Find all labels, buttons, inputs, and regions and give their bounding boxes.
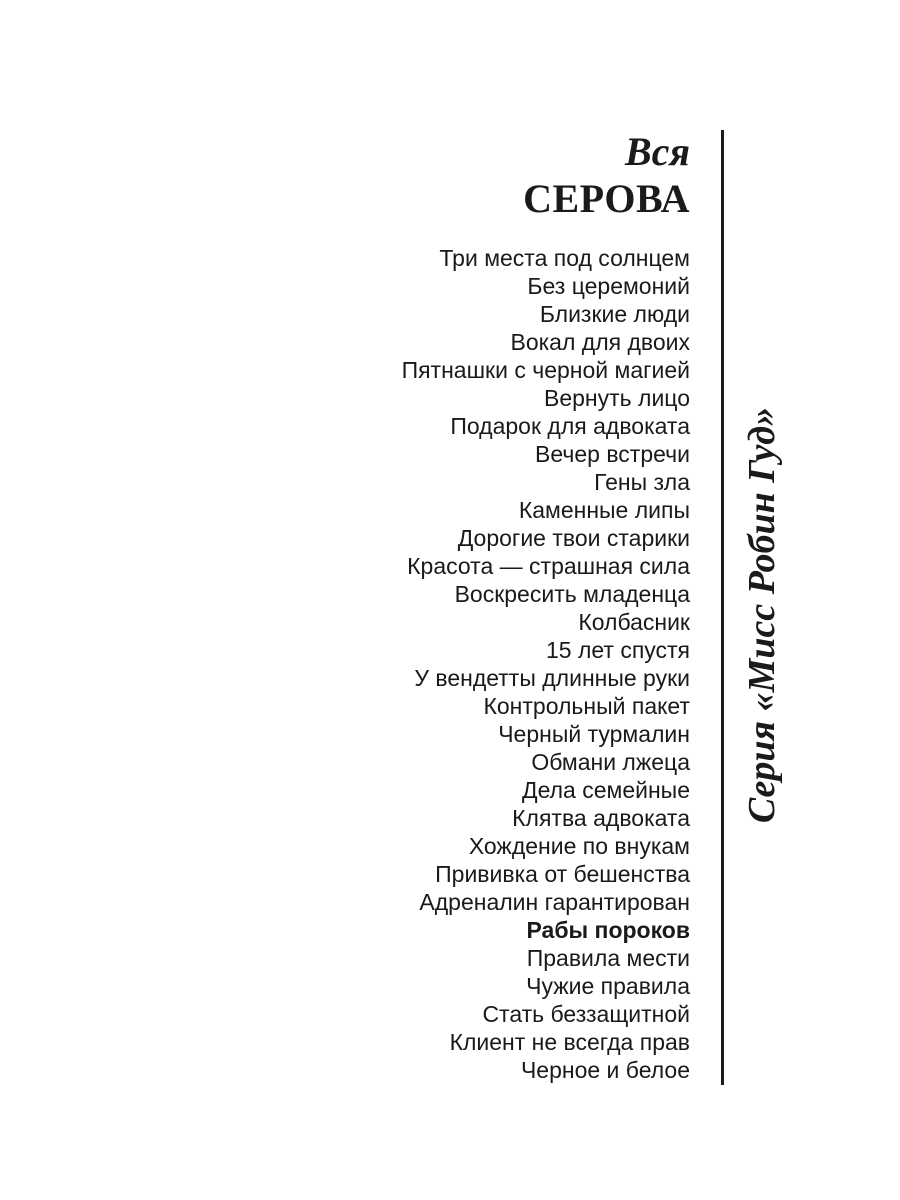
list-item: Колбасник bbox=[578, 609, 690, 635]
list-item: Обмани лжеца bbox=[531, 749, 690, 775]
list-item: Пятнашки с черной магией bbox=[401, 357, 690, 383]
list-item: Подарок для адвоката bbox=[450, 413, 690, 439]
list-item: Дорогие твои старики bbox=[457, 525, 690, 551]
list-item: Стать беззащитной bbox=[482, 1001, 690, 1027]
list-item: Без церемоний bbox=[527, 273, 690, 299]
list-item: Черное и белое bbox=[520, 1057, 690, 1083]
list-item: Вокал для двоих bbox=[510, 329, 690, 355]
list-item: Черный турмалин bbox=[498, 721, 690, 747]
list-item: Красота — страшная сила bbox=[407, 553, 690, 579]
title-line-2: СЕРОВА bbox=[523, 176, 690, 221]
list-item: Чужие правила bbox=[526, 973, 690, 999]
list-item: Воскресить младенца bbox=[454, 581, 690, 607]
list-item: Адреналин гарантирован bbox=[419, 889, 690, 915]
list-item: Каменные липы bbox=[518, 497, 690, 523]
list-item: Прививка от бешенства bbox=[435, 861, 690, 887]
list-item: 15 лет спустя bbox=[545, 637, 690, 663]
list-item: Вернуть лицо bbox=[543, 385, 690, 411]
page-title bbox=[523, 128, 690, 222]
list-item: Контрольный пакет bbox=[483, 693, 690, 719]
book-list bbox=[402, 244, 690, 1084]
list-item: Хождение по внукам bbox=[468, 833, 690, 859]
title-line-1: Вся bbox=[624, 129, 690, 174]
series-label: Серия «Мисс Робин Гуд» bbox=[741, 406, 783, 824]
list-item: Клятва адвоката bbox=[512, 805, 690, 831]
list-item: Близкие люди bbox=[539, 301, 690, 327]
list-item: Дела семейные bbox=[522, 777, 690, 803]
list-item: Гены зла bbox=[594, 469, 690, 495]
list-item: Три места под солнцем bbox=[439, 245, 690, 271]
vertical-divider bbox=[721, 130, 724, 1085]
list-item: Клиент не всегда прав bbox=[449, 1029, 690, 1055]
list-item: Вечер встречи bbox=[535, 441, 690, 467]
list-item: Правила мести bbox=[526, 945, 690, 971]
list-item-current: Рабы пороков bbox=[526, 917, 690, 943]
list-item: У вендетты длинные руки bbox=[414, 665, 690, 691]
